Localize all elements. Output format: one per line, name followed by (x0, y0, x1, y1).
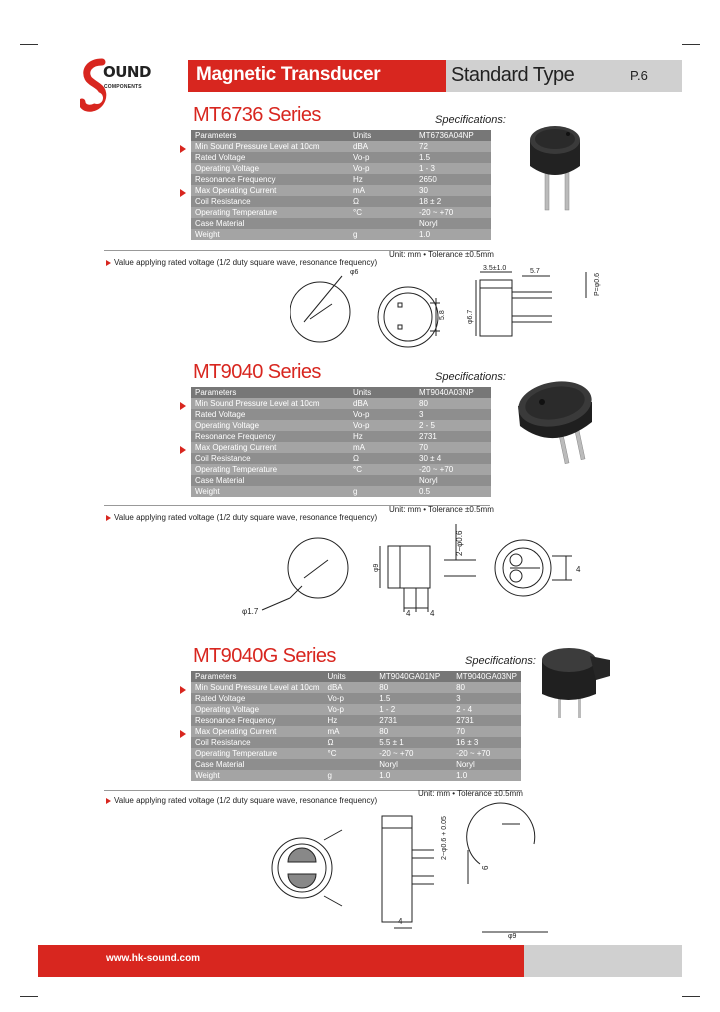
dimension-drawing-mt9040 (230, 520, 590, 620)
unit-cell: Ω (349, 453, 415, 464)
unit-cell: Ω (349, 196, 415, 207)
param-cell: Min Sound Pressure Level at 10cm (191, 398, 349, 409)
footer-url[interactable]: www.hk-sound.com (106, 953, 201, 964)
type-label: Standard Type (451, 64, 575, 86)
unit-cell: °C (324, 748, 376, 759)
value-cell: 1.0 (415, 229, 491, 240)
table-row (191, 152, 491, 163)
dim-pin: 2−φ0.6 (455, 530, 464, 556)
dim-e: φ1.7 (242, 607, 259, 616)
dim-a: 4 (406, 609, 411, 618)
unit-cell: mA (349, 442, 415, 453)
page-number: P.6 (630, 68, 648, 83)
unit-cell: dBA (349, 398, 415, 409)
header-title-bar (188, 60, 446, 92)
header-type-bar (446, 60, 682, 92)
unit-cell: Hz (349, 431, 415, 442)
unit-cell: Vo-p (324, 693, 376, 704)
param-cell: Case Material (191, 218, 349, 229)
note-text: Value applying rated voltage (1/2 duty square wave, resonance frequency) (114, 796, 378, 805)
dim-b: 6 (481, 865, 490, 870)
table-row (191, 141, 491, 152)
value-cell: 2 - 4 (452, 704, 521, 715)
header-cell: Parameters (191, 387, 349, 398)
unit-cell: °C (349, 207, 415, 218)
value-cell: 80 (375, 726, 452, 737)
param-cell: Rated Voltage (191, 693, 324, 704)
header-cell: Units (349, 387, 415, 398)
header-cell: MT9040A03NP (415, 387, 491, 398)
table-row (191, 726, 521, 737)
value-cell: 1 - 2 (375, 704, 452, 715)
value-cell: 18 ± 2 (415, 196, 491, 207)
table-header (191, 387, 491, 398)
note-text: Value applying rated voltage (1/2 duty square wave, resonance frequency) (114, 258, 378, 267)
table-row (191, 464, 491, 475)
dim-a: 4 (398, 917, 403, 926)
table-row (191, 431, 491, 442)
table-row (191, 398, 491, 409)
footer-grey-bar (524, 945, 682, 977)
param-cell: Weight (191, 486, 349, 497)
bullet-icon (180, 189, 186, 197)
unit-cell: Ω (324, 737, 376, 748)
param-cell: Resonance Frequency (191, 431, 349, 442)
param-cell: Case Material (191, 759, 324, 770)
product-photo-mt6736 (518, 112, 590, 216)
series-title: MT6736 Series (193, 104, 321, 126)
param-cell: Weight (191, 229, 349, 240)
param-cell: Max Operating Current (191, 185, 349, 196)
value-cell: -20 ~ +70 (375, 748, 452, 759)
table-row (191, 770, 521, 781)
table-row (191, 163, 491, 174)
header-cell: Units (324, 671, 376, 682)
table-header (191, 671, 521, 682)
note-text: Value applying rated voltage (1/2 duty square wave, resonance frequency) (114, 513, 378, 522)
unit-cell (324, 759, 376, 770)
value-cell: Noryl (375, 759, 452, 770)
dim-height: 3.5±1.0 (483, 265, 507, 272)
param-cell: Weight (191, 770, 324, 781)
spec-table (191, 387, 491, 497)
header-cell: MT6736A04NP (415, 130, 491, 141)
unit-cell: Hz (324, 715, 376, 726)
footer-bar (38, 945, 524, 977)
unit-cell: Vo-p (349, 163, 415, 174)
product-photo-mt9040g (530, 642, 614, 722)
brand-name: OUND (103, 63, 151, 81)
param-cell: Operating Voltage (191, 704, 324, 715)
dimension-drawing-mt6736 (290, 262, 610, 358)
table-row (191, 218, 491, 229)
product-photo-mt9040 (512, 370, 602, 468)
unit-cell: dBA (349, 141, 415, 152)
unit-cell: Vo-p (349, 420, 415, 431)
param-cell: Resonance Frequency (191, 715, 324, 726)
dim-b: 4 (430, 609, 435, 618)
value-cell: 70 (415, 442, 491, 453)
dim-diameter: φ6 (350, 269, 359, 276)
param-cell: Coil Resistance (191, 737, 324, 748)
param-cell: Operating Temperature (191, 207, 349, 218)
spec-table (191, 671, 521, 781)
dim-width: φ6.7 (467, 309, 474, 324)
value-cell: 1.5 (415, 152, 491, 163)
table-row (191, 196, 491, 207)
unit-cell (349, 475, 415, 486)
value-cell: 16 ± 3 (452, 737, 521, 748)
bullet-icon (180, 145, 186, 153)
param-cell: Case Material (191, 475, 349, 486)
param-cell: Max Operating Current (191, 726, 324, 737)
unit-cell: mA (349, 185, 415, 196)
dim-spacing: 5.7 (530, 268, 540, 275)
table-row (191, 759, 521, 770)
dim-c: 4 (576, 565, 581, 574)
param-cell: Rated Voltage (191, 409, 349, 420)
bullet-icon (106, 515, 111, 521)
value-cell: 3 (452, 693, 521, 704)
unit-cell: g (349, 486, 415, 497)
table-row (191, 748, 521, 759)
crop-mark (20, 44, 38, 45)
bullet-icon (180, 686, 186, 694)
dimension-drawing-mt9040g (262, 800, 572, 940)
value-cell: 1.0 (452, 770, 521, 781)
param-cell: Operating Temperature (191, 748, 324, 759)
table-row (191, 442, 491, 453)
header-cell: Parameters (191, 130, 349, 141)
value-cell: 72 (415, 141, 491, 152)
value-cell: 0.5 (415, 486, 491, 497)
header-cell: MT9040GA01NP (375, 671, 452, 682)
param-cell: Min Sound Pressure Level at 10cm (191, 141, 349, 152)
unit-note: Unit: mm • Tolerance ±0.5mm (418, 789, 523, 798)
table-row (191, 737, 521, 748)
value-cell: 1 - 3 (415, 163, 491, 174)
value-cell: 2731 (415, 431, 491, 442)
param-cell: Resonance Frequency (191, 174, 349, 185)
table-row (191, 475, 491, 486)
header-cell: Units (349, 130, 415, 141)
value-cell: 3 (415, 409, 491, 420)
value-cell: Noryl (415, 475, 491, 486)
param-cell: Operating Temperature (191, 464, 349, 475)
table-row (191, 486, 491, 497)
brand-sub: COMPONENTS (104, 84, 142, 90)
page-title: Magnetic Transducer (196, 64, 381, 85)
bullet-icon (180, 446, 186, 454)
spec-table (191, 130, 491, 240)
table-row (191, 682, 521, 693)
table-row (191, 207, 491, 218)
series-title: MT9040G Series (193, 645, 336, 667)
table-row (191, 185, 491, 196)
specs-label: Specifications: (435, 114, 506, 126)
dim-pin: 2−φ0.6 + 0.05 (441, 816, 448, 860)
unit-cell: Vo-p (349, 409, 415, 420)
unit-note: Unit: mm • Tolerance ±0.5mm (389, 505, 494, 514)
table-row (191, 704, 521, 715)
table-row (191, 174, 491, 185)
param-cell: Coil Resistance (191, 453, 349, 464)
value-cell: 2 - 5 (415, 420, 491, 431)
param-cell: Coil Resistance (191, 196, 349, 207)
series-title: MT9040 Series (193, 361, 321, 383)
unit-cell: g (349, 229, 415, 240)
unit-cell (349, 218, 415, 229)
bullet-icon (106, 798, 111, 804)
value-cell: 1.0 (375, 770, 452, 781)
unit-cell: dBA (324, 682, 376, 693)
unit-cell: mA (324, 726, 376, 737)
table-row (191, 715, 521, 726)
crop-mark (20, 996, 38, 997)
value-cell: Noryl (415, 218, 491, 229)
crop-mark (682, 996, 700, 997)
table-row (191, 693, 521, 704)
param-cell: Operating Voltage (191, 420, 349, 431)
value-cell: -20 ~ +70 (415, 464, 491, 475)
brand-logo (80, 58, 154, 112)
header-cell: Parameters (191, 671, 324, 682)
value-cell: 2731 (375, 715, 452, 726)
value-cell: -20 ~ +70 (415, 207, 491, 218)
bullet-icon (106, 260, 111, 266)
bullet-icon (180, 730, 186, 738)
dim-pin: 5.8 (439, 310, 446, 320)
value-cell: -20 ~ +70 (452, 748, 521, 759)
param-cell: Operating Voltage (191, 163, 349, 174)
param-cell: Max Operating Current (191, 442, 349, 453)
unit-cell: °C (349, 464, 415, 475)
unit-cell: Vo-p (349, 152, 415, 163)
param-cell: Min Sound Pressure Level at 10cm (191, 682, 324, 693)
specs-label: Specifications: (465, 655, 536, 667)
unit-cell: Vo-p (324, 704, 376, 715)
value-cell: 5.5 ± 1 (375, 737, 452, 748)
value-cell: 30 (415, 185, 491, 196)
table-row (191, 229, 491, 240)
table-header (191, 130, 491, 141)
specs-label: Specifications: (435, 371, 506, 383)
value-cell: Noryl (452, 759, 521, 770)
value-cell: 2650 (415, 174, 491, 185)
crop-mark (682, 44, 700, 45)
value-cell: 2731 (452, 715, 521, 726)
header-cell: MT9040GA03NP (452, 671, 521, 682)
value-cell: 70 (452, 726, 521, 737)
value-cell: 1.5 (375, 693, 452, 704)
bullet-icon (180, 402, 186, 410)
value-cell: 80 (375, 682, 452, 693)
unit-cell: g (324, 770, 376, 781)
dim-diameter: φ9 (373, 563, 380, 572)
value-cell: 80 (415, 398, 491, 409)
table-row (191, 409, 491, 420)
param-cell: Rated Voltage (191, 152, 349, 163)
unit-cell: Hz (349, 174, 415, 185)
unit-note: Unit: mm • Tolerance ±0.5mm (389, 250, 494, 259)
dim-pin-diameter: P=φ0.6 (594, 272, 601, 296)
table-row (191, 453, 491, 464)
value-cell: 80 (452, 682, 521, 693)
value-cell: 30 ± 4 (415, 453, 491, 464)
table-row (191, 420, 491, 431)
dim-diameter: φ9 (508, 933, 517, 940)
